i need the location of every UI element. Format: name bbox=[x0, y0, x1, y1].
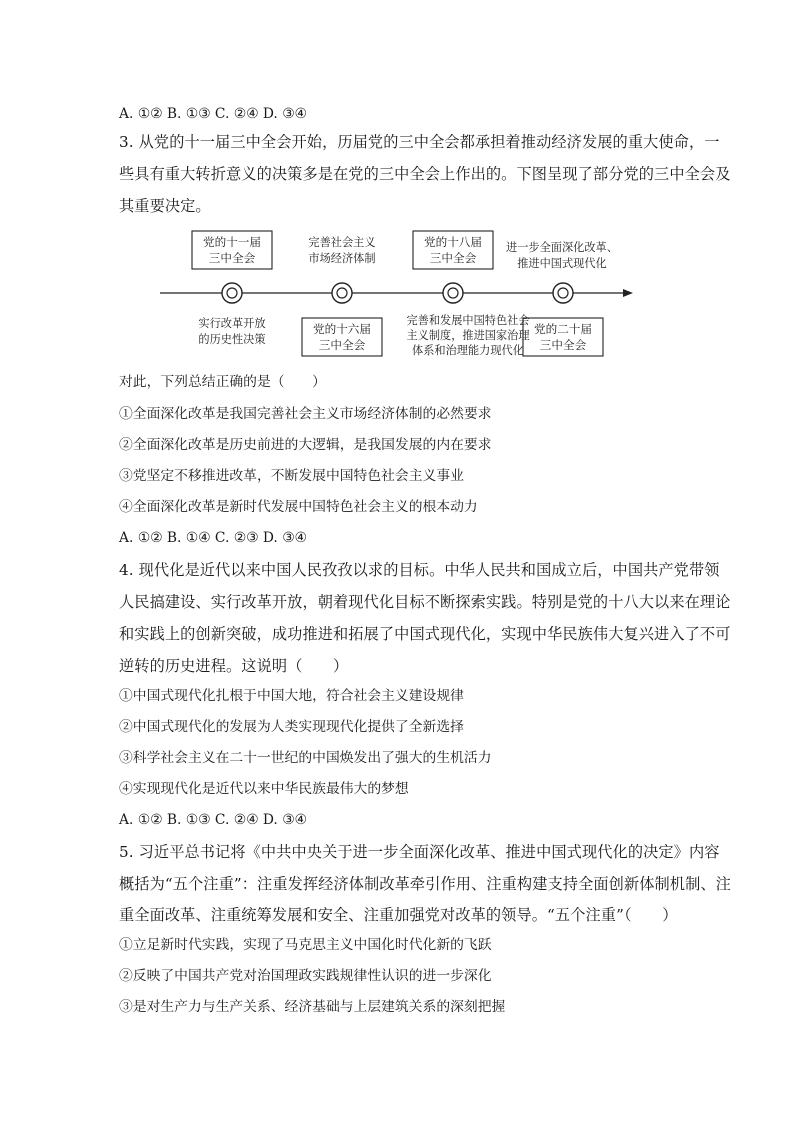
q4-answer-choices: A. ①② B. ①③ C. ②④ D. ③④ bbox=[119, 812, 307, 828]
q5-stem-line-3: 重全面改革、注重统筹发展和安全、注重加强党对改革的领导。“五个注重”（ ） bbox=[119, 906, 678, 924]
q4-option-1: ①中国式现代化扎根于中国大地，符合社会主义建设规律 bbox=[119, 688, 464, 704]
q5-stem-line-1: 5. 习近平总书记将《中共中央关于进一步全面深化改革、推进中国式现代化的决定》内容 bbox=[119, 843, 720, 861]
q3-question: 对此，下列总结正确的是（ ） bbox=[119, 374, 326, 390]
q4-stem-line-4: 逆转的历史进程。这说明（ ） bbox=[119, 657, 349, 675]
q5-option-1: ①立足新时代实践，实现了马克思主义中国化时代化新的飞跃 bbox=[119, 937, 492, 953]
decision-label-1: 实行改革开放的历史性决策 bbox=[198, 317, 266, 346]
timeline-node-inner-3 bbox=[448, 288, 458, 298]
decision-label-4: 进一步全面深化改革、推进中国式现代化 bbox=[506, 241, 618, 270]
q4-stem-line-3: 和实践上的创新突破，成功推进和拓展了中国式现代化，实现中华民族伟大复兴进入了不可 bbox=[119, 625, 731, 643]
q4-option-2: ②中国式现代化的发展为人类实现现代化提供了全新选择 bbox=[119, 719, 464, 735]
q4-stem-line-2: 人民搞建设、实行改革开放，朝着现代化目标不断探索实践。特别是党的十八大以来在理论 bbox=[119, 593, 731, 611]
timeline-node-inner-2 bbox=[337, 288, 347, 298]
session-label-4: 党的二十届三中全会 bbox=[534, 322, 592, 352]
q3-option-4: ④全面深化改革是新时代发展中国特色社会主义的根本动力 bbox=[119, 499, 478, 515]
q4-option-3: ③科学社会主义在二十一世纪的中国焕发出了强大的生机活力 bbox=[119, 750, 492, 766]
timeline-node-inner-1 bbox=[227, 288, 237, 298]
q4-option-4: ④实现现代化是近代以来中华民族最伟大的梦想 bbox=[119, 781, 409, 797]
timeline-arrow-icon bbox=[623, 289, 633, 297]
q5-option-3: ③是对生产力与生产关系、经济基础与上层建筑关系的深刻把握 bbox=[119, 999, 506, 1015]
timeline-node-inner-4 bbox=[558, 288, 568, 298]
q5-option-2: ②反映了中国共产党对治国理政实践规律性认识的进一步深化 bbox=[119, 968, 492, 984]
q3-stem-line-2: 些具有重大转折意义的决策多是在党的三中全会上作出的。下图呈现了部分党的三中全会及 bbox=[119, 165, 731, 183]
q2-answer-choices: A. ①② B. ①③ C. ②④ D. ③④ bbox=[119, 106, 307, 122]
session-label-1: 党的十一届三中全会 bbox=[203, 235, 261, 265]
q3-stem-line-1: 3. 从党的十一届三中全会开始，历届党的三中全会都承担着推动经济发展的重大使命，一 bbox=[119, 133, 720, 151]
q3-option-3: ③党坚定不移推进改革，不断发展中国特色社会主义事业 bbox=[119, 468, 464, 484]
session-label-2: 党的十六届三中全会 bbox=[313, 322, 371, 352]
q4-stem-line-1: 4. 现代化是近代以来中国人民孜孜以求的目标。中华人民共和国成立后，中国共产党带领 bbox=[119, 561, 720, 579]
decision-label-2: 完善社会主义市场经济体制 bbox=[308, 236, 376, 265]
q3-answer-choices: A. ①② B. ①④ C. ②③ D. ③④ bbox=[119, 530, 307, 546]
q3-stem-line-3: 其重要决定。 bbox=[119, 197, 211, 215]
q5-stem-line-2: 概括为“五个注重”：注重发挥经济体制改革牵引作用、注重构建支持全面创新体制机制、注 bbox=[119, 875, 731, 893]
q3-option-1: ①全面深化改革是我国完善社会主义市场经济体制的必然要求 bbox=[119, 406, 492, 422]
decision-label-3: 完善和发展中国特色社会主义制度，推进国家治理体系和治理能力现代化 bbox=[406, 314, 530, 357]
q3-option-2: ②全面深化改革是历史前进的大逻辑，是我国发展的内在要求 bbox=[119, 437, 492, 453]
session-label-3: 党的十八届三中全会 bbox=[424, 235, 482, 265]
